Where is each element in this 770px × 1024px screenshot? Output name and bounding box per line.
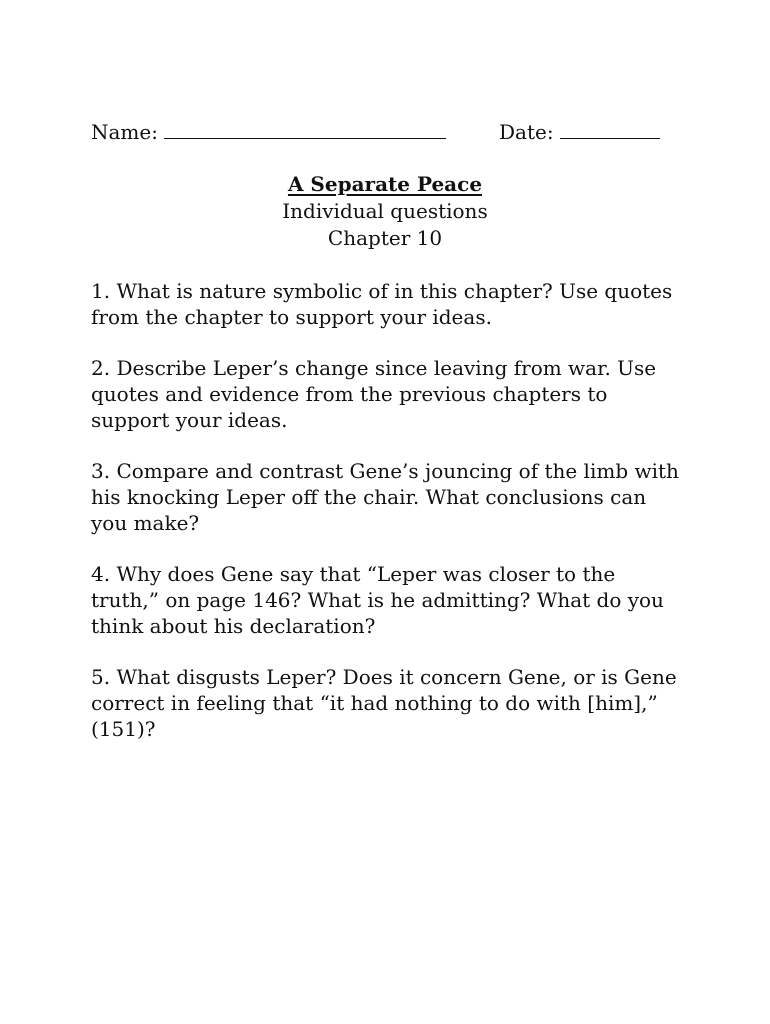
worksheet-subtitle: Individual questions	[282, 199, 488, 223]
header-line	[91, 118, 671, 146]
chapter-label: Chapter 10	[327, 226, 443, 250]
question-list	[91, 278, 681, 767]
question-2: 2. Describe Leper’s change since leaving from war. Use quotes and evidence from the previous chapters to support your ideas.	[91, 356, 657, 432]
title-block	[0, 171, 770, 252]
name-group	[91, 120, 446, 144]
name-blank-line[interactable]	[164, 120, 446, 139]
name-label: Name:	[91, 120, 158, 144]
date-label: Date:	[499, 120, 554, 144]
question-1: 1. What is nature symbolic of in this chapter? Use quotes from the chapter to support your ideas.	[91, 279, 673, 329]
worksheet-title: A Separate Peace	[287, 172, 483, 196]
date-blank-line[interactable]	[560, 120, 660, 139]
question-3: 3. Compare and contrast Gene’s jouncing of the limb with his knocking Leper off the chair. What conclusions can you make?	[91, 459, 679, 535]
date-group	[499, 118, 660, 146]
question-4: 4. Why does Gene say that “Leper was closer to the truth,” on page 146? What is he admitting? What do you think about his declaration?	[91, 562, 664, 638]
question-5: 5. What disgusts Leper? Does it concern Gene, or is Gene correct in feeling that “it had nothing to do with [him],” (151)?	[91, 665, 677, 741]
